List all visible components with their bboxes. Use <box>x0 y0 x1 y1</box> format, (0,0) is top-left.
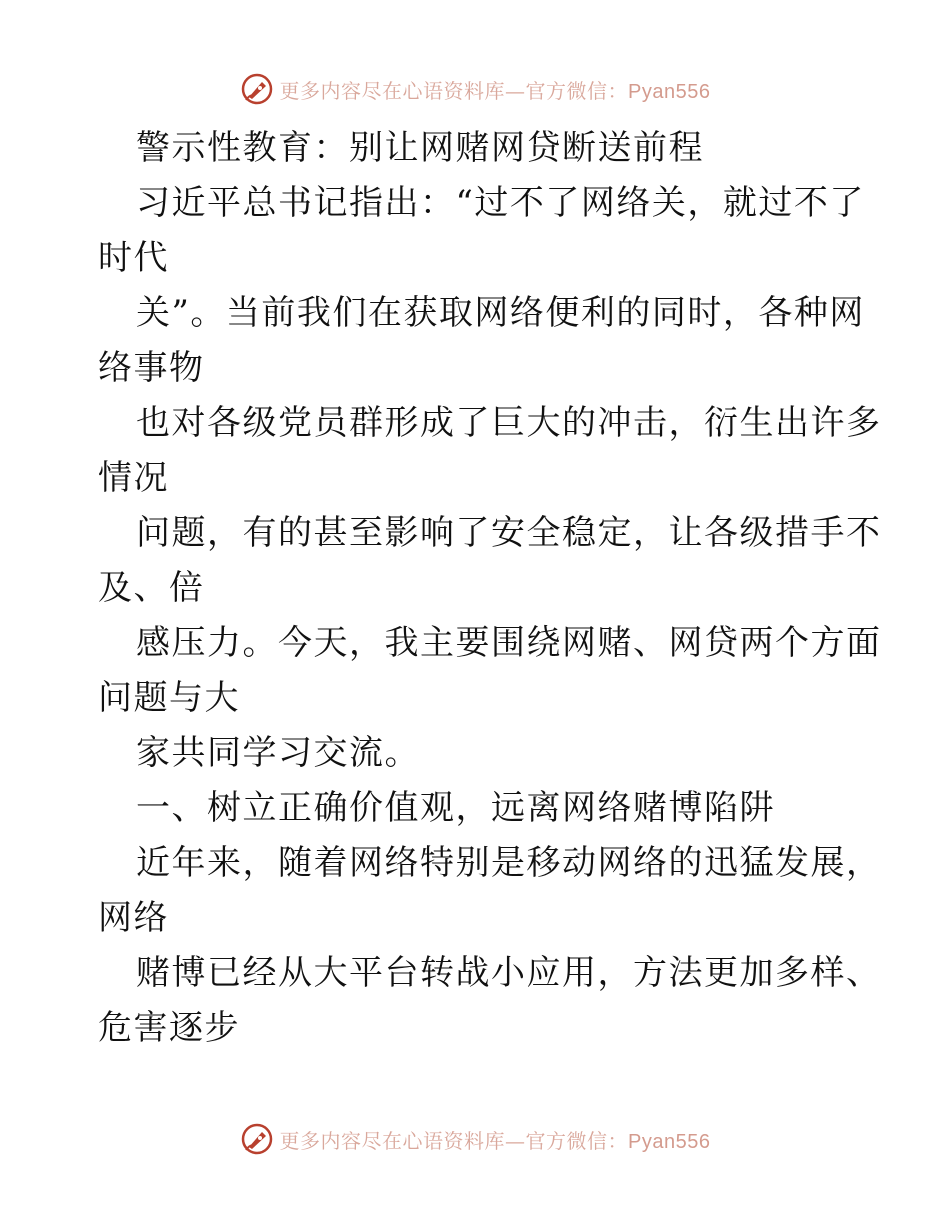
paragraph-line: 关”。当前我们在获取网络便利的同时，各种网 <box>136 293 865 333</box>
paragraph-line: 近年来，随着网络特别是移动网络的迅猛发展， <box>136 843 882 883</box>
paragraph-line: 络事物 <box>98 348 205 388</box>
paragraph-line: 习近平总书记指出：“过不了网络关，就过不了 <box>136 183 865 223</box>
paragraph-line: 赌博已经从大平台转战小应用，方法更加多样、 <box>136 953 882 993</box>
pen-nib-circle-icon <box>240 72 274 106</box>
paragraph-line: 问题与大 <box>98 678 240 718</box>
paragraph-line: 家共同学习交流。 <box>136 733 420 773</box>
watermark-text: 更多内容尽在心语资料库—官方微信：Pyan556 <box>279 1128 711 1153</box>
paragraph-line: 危害逐步 <box>98 1008 240 1048</box>
watermark-text: 更多内容尽在心语资料库—官方微信：Pyan556 <box>279 78 711 103</box>
paragraph-line: 问题，有的甚至影响了安全稳定，让各级措手不 <box>136 513 882 553</box>
header-watermark <box>0 72 950 106</box>
pen-nib-circle-icon <box>240 1122 274 1156</box>
document-body <box>98 121 882 1056</box>
paragraph-line: 情况 <box>98 458 169 498</box>
paragraph-line: 时代 <box>98 238 169 278</box>
paragraph-line: 也对各级党员群形成了巨大的冲击，衍生出许多 <box>136 403 882 443</box>
paragraph-line: 网络 <box>98 898 169 938</box>
paragraph-line: 感压力。今天，我主要围绕网赌、网贷两个方面 <box>136 623 882 663</box>
document-title: 警示性教育：别让网赌网贷断送前程 <box>136 128 704 168</box>
footer-watermark <box>0 1122 950 1156</box>
paragraph-line: 及、倍 <box>98 568 205 608</box>
section-heading: 一、树立正确价值观，远离网络赌博陷阱 <box>136 788 775 828</box>
